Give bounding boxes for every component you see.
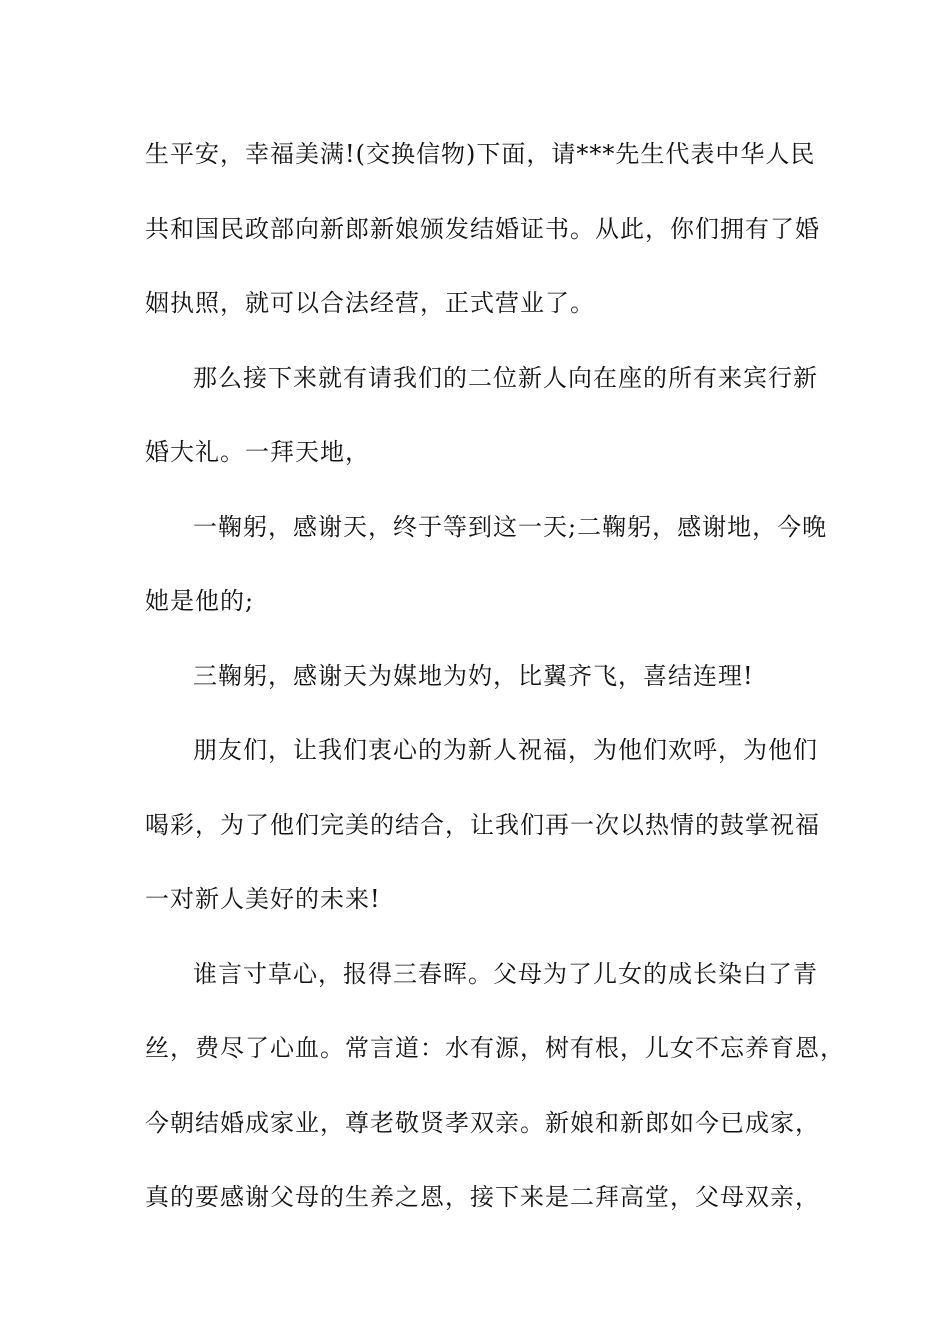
text-line-5: 婚大礼。一拜天地， [145, 438, 370, 466]
text-line-3: 姻执照，就可以合法经营，正式营业了。 [145, 289, 595, 317]
text-line-12: 谁言寸草心，报得三春晖。父母为了儿女的成长染白了青 [193, 959, 818, 988]
text-line-7: 她是他的; [145, 587, 255, 615]
text-line-1: 生平安，幸福美满!(交换信物)下面，请***先生代表中华人民 [145, 140, 816, 168]
text-line-10: 喝彩，为了他们完美的结合，让我们再一次以热情的鼓掌祝福 [145, 810, 820, 839]
text-line-8: 三鞠躬，感谢天为媒地为妁，比翼齐飞，喜结连理! [193, 661, 754, 690]
text-line-6: 一鞠躬，感谢天，终于等到这一天;二鞠躬，感谢地，今晚 [193, 512, 828, 541]
text-line-14: 今朝结婚成家业，尊老敬贤孝双亲。新娘和新郎如今已成家， [145, 1108, 820, 1137]
text-line-13: 丝，费尽了心血。常言道：水有源，树有根，儿女不忘养育恩， [145, 1034, 845, 1062]
text-line-15: 真的要感谢父母的生养之恩，接下来是二拜高堂，父母双亲， [145, 1183, 820, 1211]
document-body [145, 117, 845, 1235]
text-line-9: 朋友们，让我们衷心的为新人祝福，为他们欢呼，为他们 [193, 736, 818, 764]
text-line-4: 那么接下来就有请我们的二位新人向在座的所有来宾行新 [193, 363, 818, 392]
text-line-11: 一对新人美好的未来! [145, 885, 381, 913]
text-line-2: 共和国民政部向新郎新娘颁发结婚证书。从此，你们拥有了婚 [145, 214, 820, 243]
